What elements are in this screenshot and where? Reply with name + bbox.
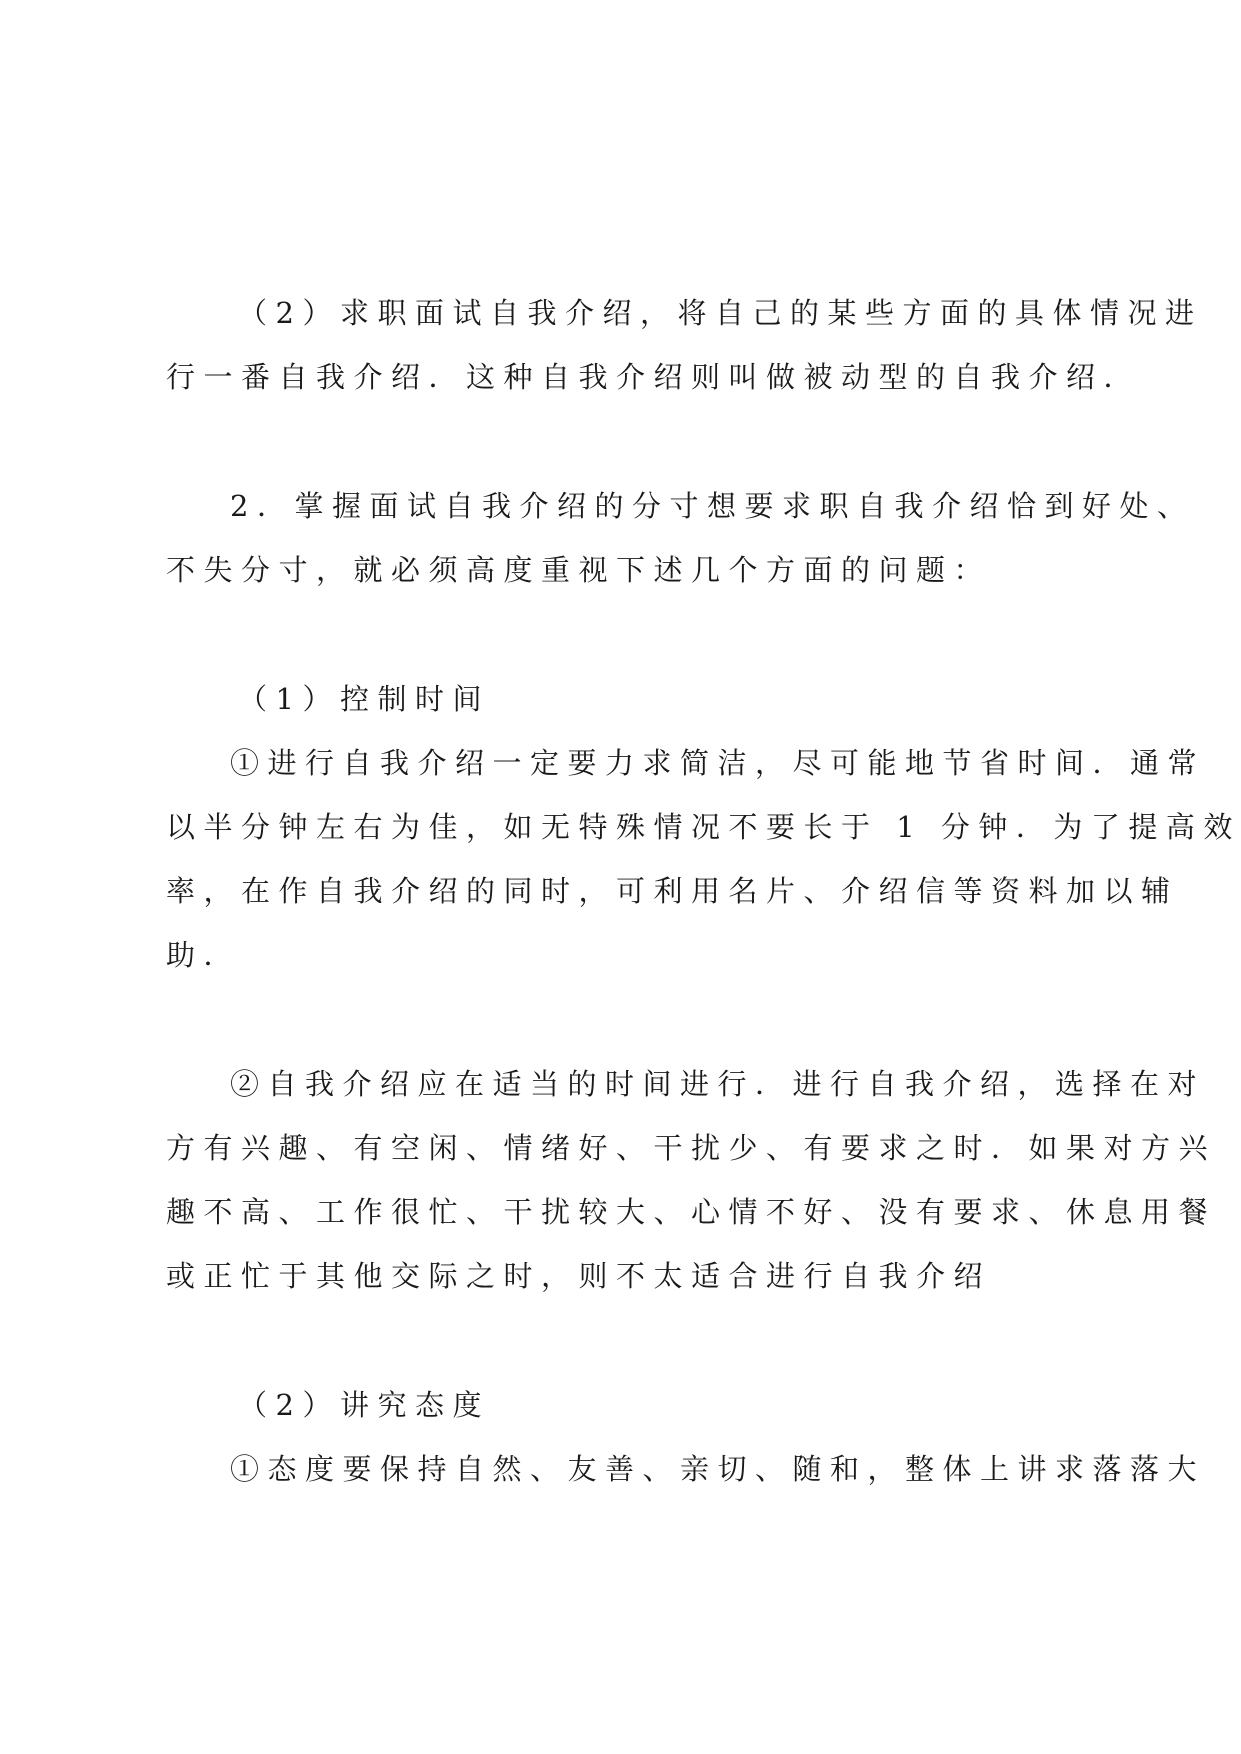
text-line: ①进行自我介绍一定要力求简洁，尽可能地节省时间．通常: [230, 746, 1206, 780]
text-line: 助．: [166, 938, 242, 972]
text-line: 或正忙于其他交际之时，则不太适合进行自我介绍: [166, 1259, 992, 1293]
section-heading: （1）控制时间: [238, 682, 490, 716]
text-line: 以半分钟左右为佳，如无特殊情况不要长于 1 分钟．为了提高效: [166, 810, 1241, 844]
text-line: 方有兴趣、有空闲、情绪好、干扰少、有要求之时．如果对方兴: [166, 1131, 1217, 1165]
text-line: ①态度要保持自然、友善、亲切、随和，整体上讲求落落大: [230, 1452, 1206, 1486]
text-line: 2．掌握面试自我介绍的分寸想要求职自我介绍恰到好处、: [230, 489, 1195, 523]
text-line: 趣不高、工作很忙、干扰较大、心情不好、没有要求、休息用餐: [166, 1195, 1217, 1229]
text-line: 不失分寸，就必须高度重视下述几个方面的问题：: [166, 553, 992, 587]
text-line: ②自我介绍应在适当的时间进行．进行自我介绍，选择在对: [230, 1067, 1206, 1101]
section-heading: （2）讲究态度: [238, 1388, 490, 1422]
text-line: 行一番自我介绍．这种自我介绍则叫做被动型的自我介绍．: [166, 360, 1142, 394]
text-line: （2）求职面试自我介绍，将自己的某些方面的具体情况进: [238, 296, 1203, 330]
text-line: 率，在作自我介绍的同时，可利用名片、介绍信等资料加以辅: [166, 874, 1179, 908]
